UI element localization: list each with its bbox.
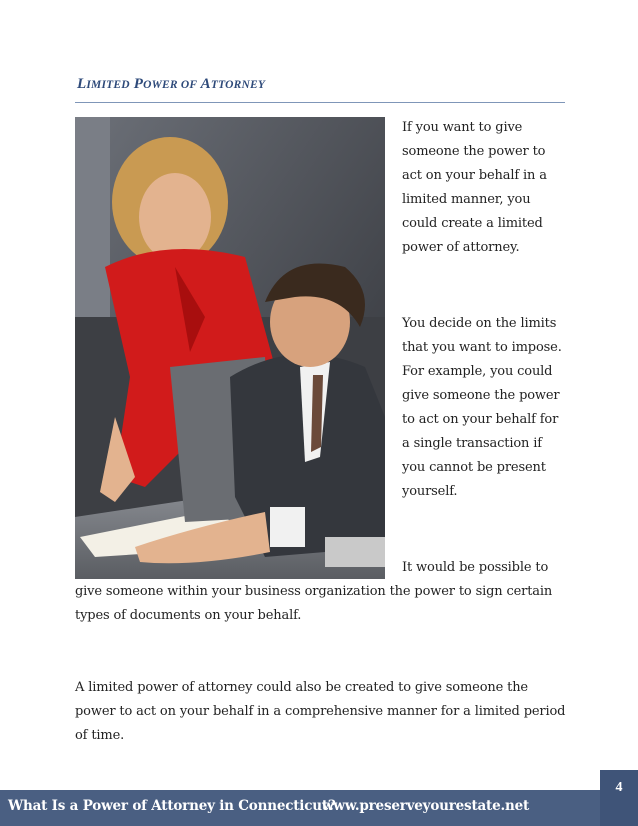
text-line: power of attorney. — [402, 240, 520, 255]
business-photo-icon — [75, 117, 385, 579]
text-line: It would be possible to — [402, 560, 549, 575]
page-heading: LIMITED POWER OF ATTORNEY — [77, 76, 266, 92]
business-photo — [75, 117, 385, 579]
text-line: of time. — [75, 728, 125, 743]
heading-rule — [75, 102, 565, 103]
text-line: You decide on the limits — [402, 316, 557, 331]
text-line: could create a limited — [402, 216, 543, 231]
paragraph-4 — [75, 676, 570, 748]
paragraph-1 — [402, 116, 572, 260]
paragraph-3 — [75, 580, 570, 628]
text-line: you cannot be present — [402, 460, 546, 475]
footer-title: What Is a Power of Attorney in Connecticut? — [8, 798, 336, 814]
text-line: For example, you could — [402, 364, 553, 379]
paragraph-2 — [402, 312, 572, 504]
text-line: give someone within your business organization the power to sign certain — [75, 584, 553, 599]
text-line: someone the power to — [402, 144, 546, 159]
text-line: that you want to impose. — [402, 340, 562, 355]
text-line: power to act on your behalf in a comprehensive manner for a limited period — [75, 704, 566, 719]
text-line: types of documents on your behalf. — [75, 608, 302, 623]
footer-url[interactable]: www.preserveyourestate.net — [322, 798, 529, 814]
text-line: to act on your behalf for — [402, 412, 559, 427]
paragraph-3-start — [402, 556, 572, 580]
text-line: yourself. — [402, 484, 458, 499]
text-line: limited manner, you — [402, 192, 531, 207]
text-line: If you want to give — [402, 120, 523, 135]
text-line: give someone the power — [402, 388, 560, 403]
page-number-tab — [600, 770, 638, 826]
text-line: a single transaction if — [402, 436, 542, 451]
text-line: A limited power of attorney could also be created to give someone the — [75, 680, 528, 695]
page-number: 4 — [615, 780, 623, 795]
text-line: act on your behalf in a — [402, 168, 547, 183]
